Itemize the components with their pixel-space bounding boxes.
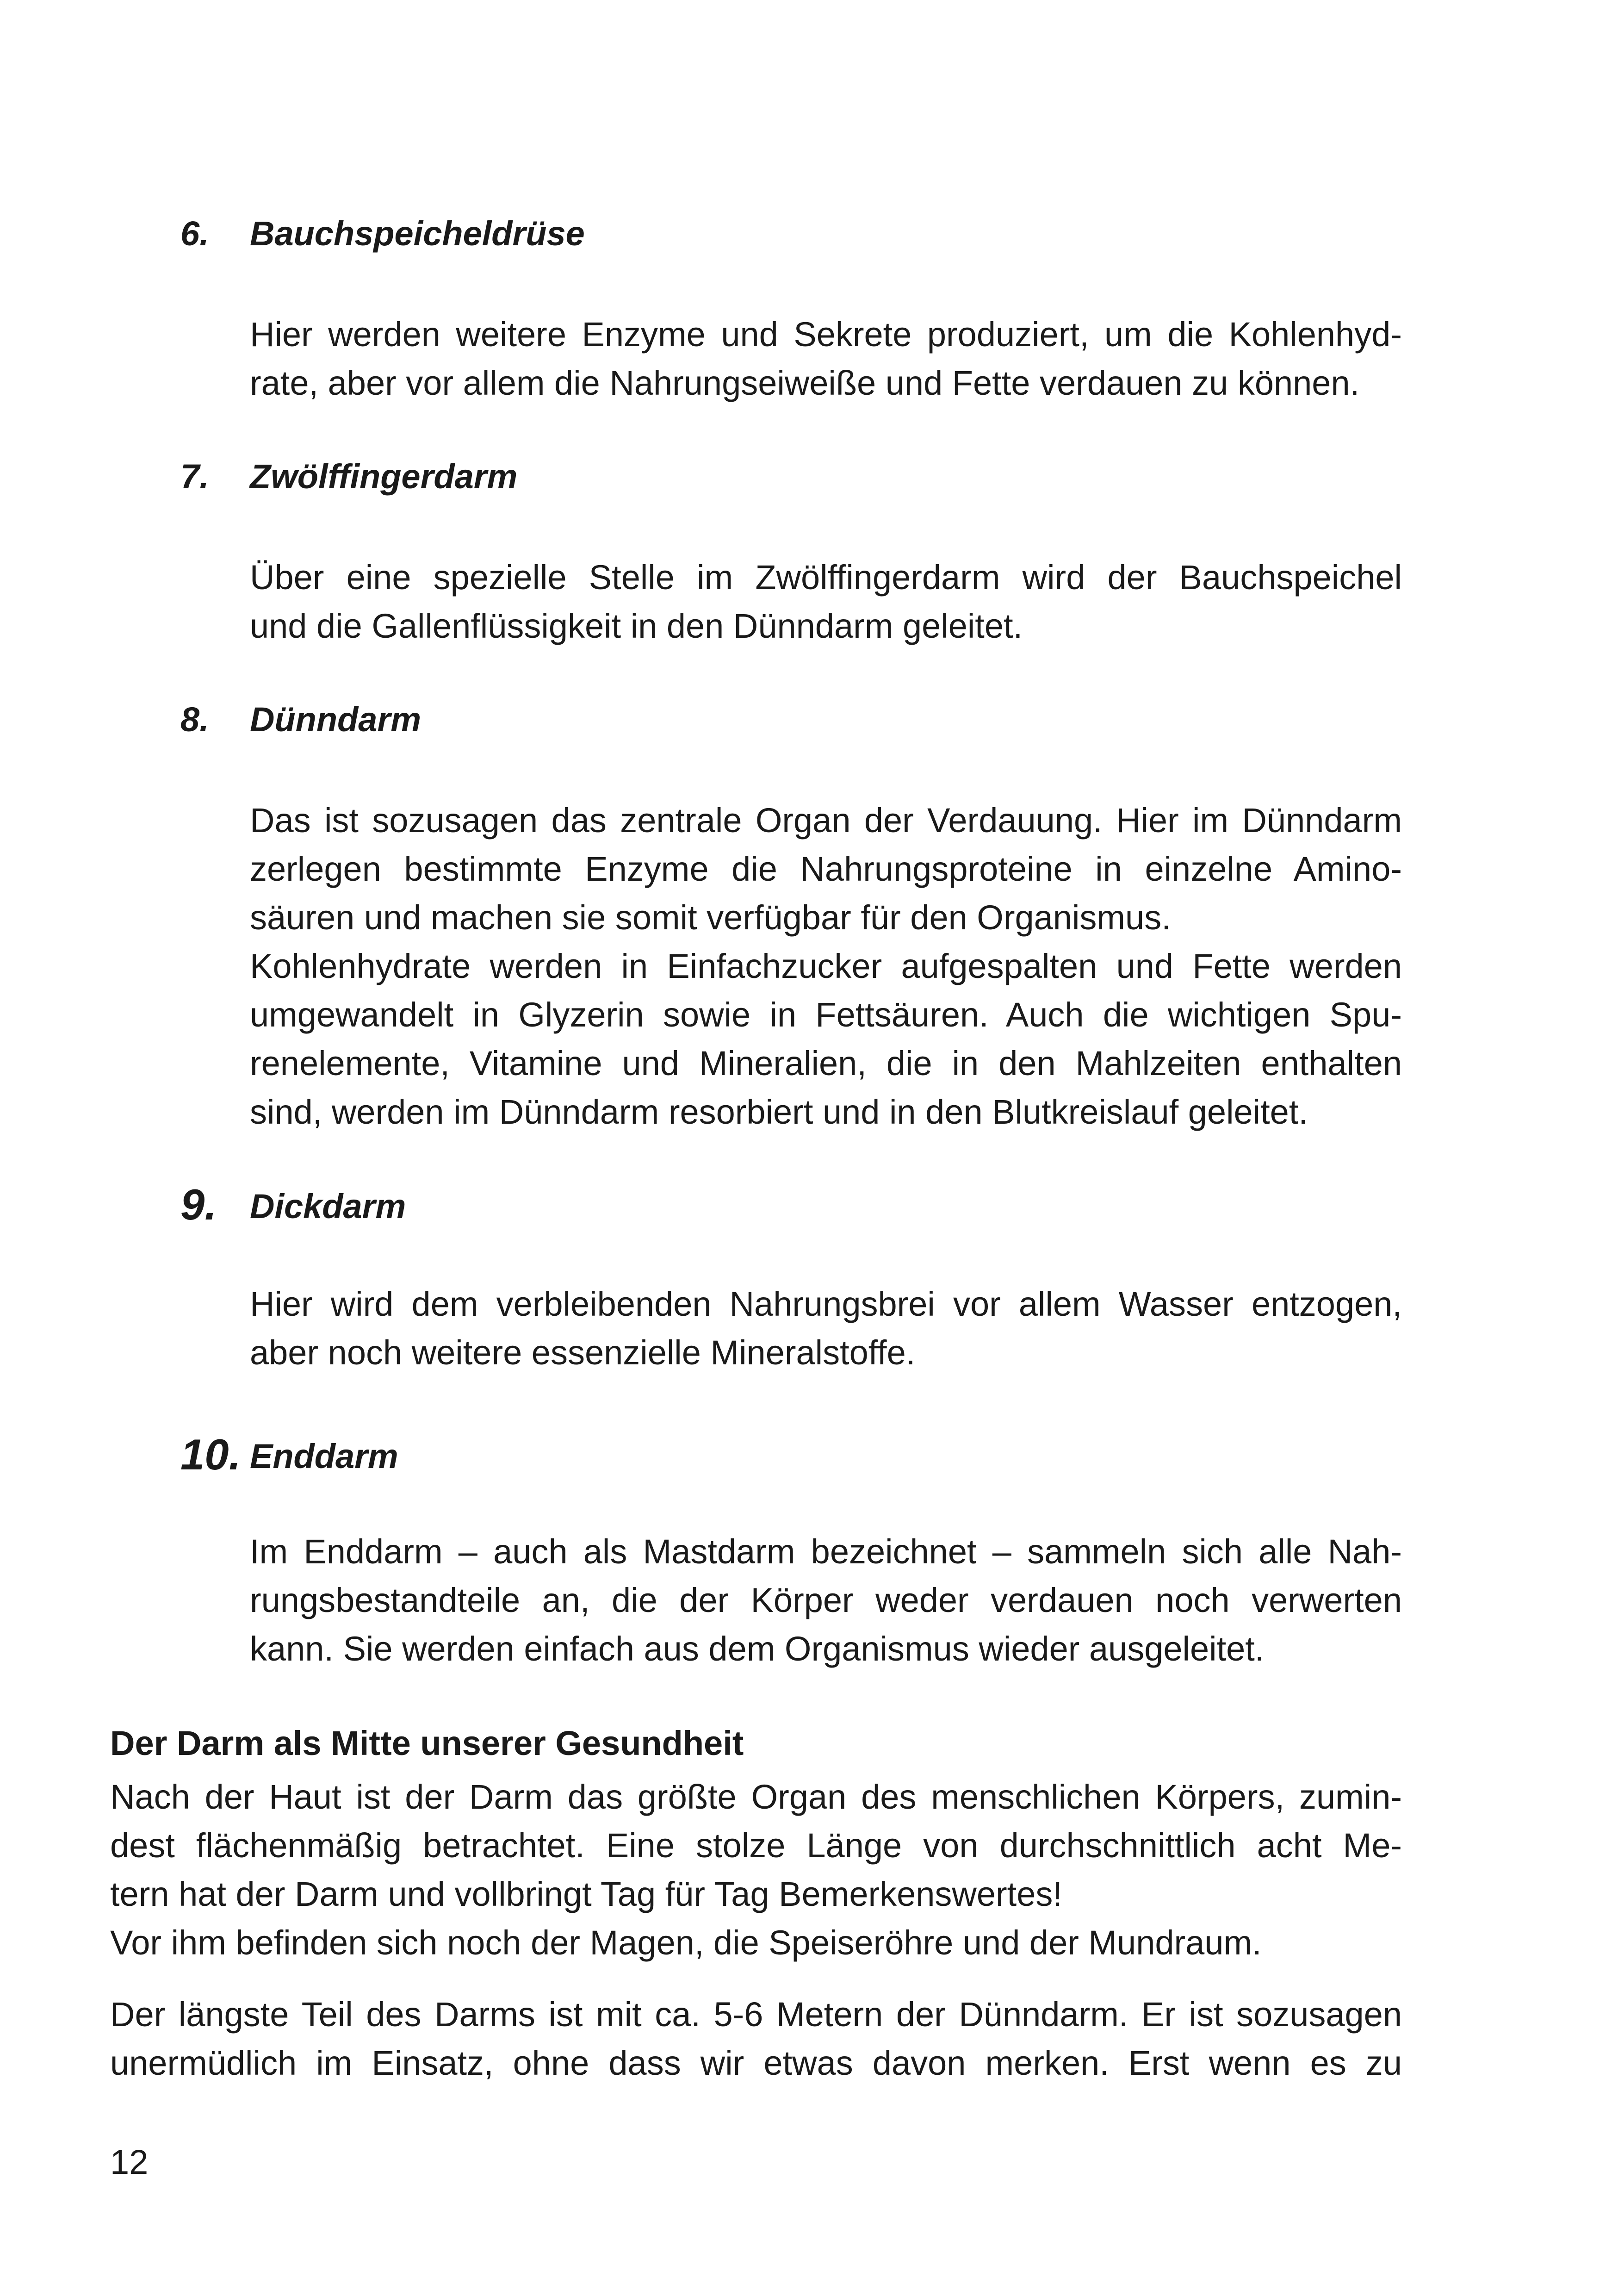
body-line: Kohlenhydrate werden in Einfachzucker aufgespalten und Fette werden [250, 947, 1402, 985]
body-line: dest flächenmäßig betrachtet. Eine stolze Länge von durchschnittlich acht Me- [110, 1826, 1402, 1865]
item-body [250, 310, 1402, 407]
body-line: rungsbestandteile an, die der Körper weder verdauen noch verwerten [250, 1581, 1402, 1619]
section-paragraph [110, 1990, 1402, 2087]
body-line: kann. Sie werden einfach aus dem Organismus wieder ausgeleitet. [250, 1630, 1265, 1668]
item-title: Enddarm [250, 1437, 398, 1475]
body-line: aber noch weitere essenzielle Mineralstoffe. [250, 1333, 916, 1372]
body-line: Das ist sozusagen das zentrale Organ der Verdauung. Hier im Dünndarm [250, 801, 1402, 840]
body-line: Vor ihm befinden sich noch der Magen, die Speiseröhre und der Mundraum. [110, 1923, 1262, 1962]
body-line: renelemente, Vitamine und Mineralien, die in den Mahlzeiten enthalten [250, 1044, 1402, 1083]
item-number: 9. [180, 1180, 217, 1229]
item-number: 10. [180, 1430, 241, 1479]
body-line: unermüdlich im Einsatz, ohne dass wir etwas davon merken. Erst wenn es zu [110, 2044, 1402, 2082]
item-body [250, 1280, 1402, 1377]
body-line: Hier wird dem verbleibenden Nahrungsbrei vor allem Wasser entzogen, [250, 1285, 1402, 1323]
item-number: 8. [180, 700, 209, 739]
body-line: tern hat der Darm und vollbringt Tag für Tag Bemerkenswertes! [110, 1875, 1062, 1913]
item-body [250, 1527, 1402, 1673]
item-title: Zwölffingerdarm [250, 457, 518, 496]
item-title: Dickdarm [250, 1187, 406, 1226]
body-line: Hier werden weitere Enzyme und Sekrete produziert, um die Kohlenhyd- [250, 315, 1402, 354]
item-title: Bauchspeicheldrüse [250, 214, 585, 253]
body-line: Der längste Teil des Darms ist mit ca. 5-6 Metern der Dünndarm. Er ist sozusagen [110, 1995, 1402, 2034]
item-title: Dünndarm [250, 700, 421, 739]
body-line: umgewandelt in Glyzerin sowie in Fettsäuren. Auch die wichtigen Spu- [250, 996, 1402, 1034]
page-number: 12 [110, 2143, 149, 2181]
item-number: 6. [180, 214, 209, 253]
body-line: Über eine spezielle Stelle im Zwölffingerdarm wird der Bauchspeichel [250, 558, 1402, 597]
section-paragraph [110, 1773, 1402, 1967]
section-heading: Der Darm als Mitte unserer Gesundheit [110, 1724, 744, 1762]
body-line: Im Enddarm – auch als Mastdarm bezeichnet – sammeln sich alle Nah- [250, 1532, 1402, 1571]
body-line: rate, aber vor allem die Nahrungseiweiße und Fette verdauen zu können. [250, 364, 1360, 402]
item-body [250, 553, 1402, 650]
body-line: zerlegen bestimmte Enzyme die Nahrungsproteine in einzelne Amino- [250, 850, 1402, 888]
body-line: sind, werden im Dünndarm resorbiert und in den Blutkreislauf geleitet. [250, 1093, 1308, 1131]
body-line: säuren und machen sie somit verfügbar für den Organismus. [250, 898, 1171, 937]
body-line: und die Gallenflüssigkeit in den Dünndarm geleitet. [250, 607, 1023, 645]
item-body [250, 796, 1402, 1136]
item-number: 7. [180, 457, 209, 496]
body-line: Nach der Haut ist der Darm das größte Organ des menschlichen Körpers, zumin- [110, 1778, 1402, 1816]
